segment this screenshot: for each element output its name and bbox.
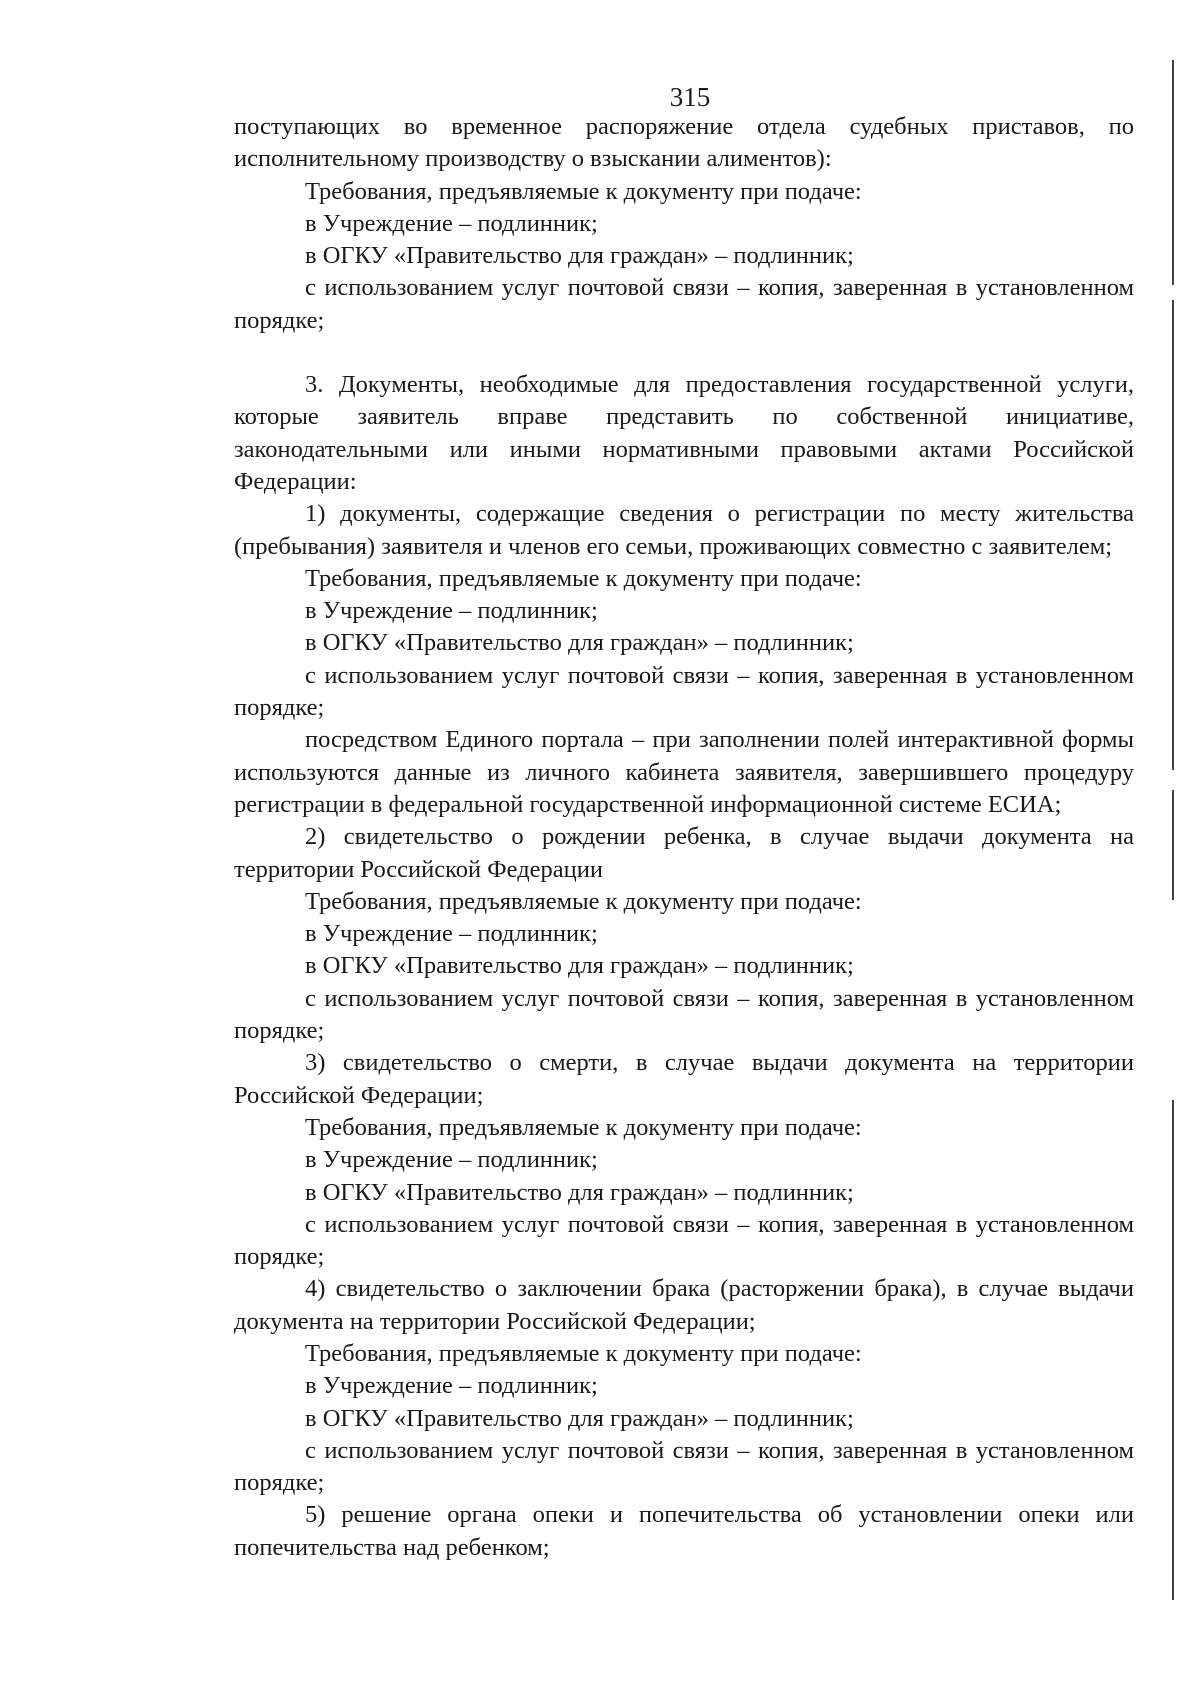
scan-edge-line <box>1172 300 1174 770</box>
paragraph: в Учреждение – подлинник; <box>305 920 598 948</box>
paragraph: поступающих во временное распоряжение отдела судебных приставов, по исполнительному производству о взыскании алиментов): <box>234 113 1134 173</box>
paragraph: в ОГКУ «Правительство для граждан» – подлинник; <box>305 242 854 270</box>
paragraph: 1) документы, содержащие сведения о регистрации по месту жительства (пребывания) заявителя и членов его семьи, проживающих совместно с заявителем; <box>234 500 1134 560</box>
paragraph: в ОГКУ «Правительство для граждан» – подлинник; <box>305 952 854 980</box>
paragraph: Требования, предъявляемые к документу при подаче: <box>305 887 862 915</box>
paragraph: в Учреждение – подлинник; <box>305 597 598 625</box>
paragraph: 3) свидетельство о смерти, в случае выдачи документа на территории Российской Федерации; <box>234 1049 1134 1109</box>
paragraph: посредством Единого портала – при заполнении полей интерактивной формы используются данные из личного кабинета заявителя, завершившего процедуру регистрации в федеральной государственной информационной системе ЕСИА; <box>234 726 1134 818</box>
page-number: 315 <box>669 82 711 112</box>
paragraph: Требования, предъявляемые к документу при подаче: <box>305 564 862 592</box>
paragraph: 3. Документы, необходимые для предоставления государственной услуги, которые заявитель вправе представить по собственной инициативе, законодательными или иными нормативными правовыми актами Российской Федерации: <box>234 371 1134 495</box>
paragraph: с использованием услуг почтовой связи – копия, заверенная в установленном порядке; <box>234 661 1134 722</box>
scan-edge-line <box>1172 790 1174 900</box>
paragraph: с использованием услуг почтовой связи – копия, заверенная в установленном порядке; <box>234 274 1134 334</box>
paragraph: 4) свидетельство о заключении брака (расторжении брака), в случае выдачи документа на территории Российской Федерации; <box>234 1275 1134 1335</box>
paragraph: 5) решение органа опеки и попечительства об установлении опеки или попечительства над ребенком; <box>234 1501 1134 1561</box>
paragraph: в Учреждение – подлинник; <box>305 1146 598 1174</box>
scan-edge-line <box>1172 1100 1174 1600</box>
paragraph: с использованием услуг почтовой связи – копия, заверенная в установленном порядке; <box>234 1210 1134 1271</box>
paragraph: в ОГКУ «Правительство для граждан» – подлинник; <box>305 1178 854 1206</box>
document-body <box>234 111 1134 1564</box>
paragraph: в ОГКУ «Правительство для граждан» – подлинник; <box>305 629 854 657</box>
paragraph-gap <box>234 337 1134 369</box>
paragraph: 2) свидетельство о рождении ребенка, в случае выдачи документа на территории Российской Федерации <box>234 823 1134 883</box>
paragraph: Требования, предъявляемые к документу при подаче: <box>305 1113 862 1141</box>
paragraph: в ОГКУ «Правительство для граждан» – подлинник; <box>305 1404 854 1432</box>
paragraph: в Учреждение – подлинник; <box>305 209 598 237</box>
paragraph: Требования, предъявляемые к документу при подаче: <box>305 1339 862 1367</box>
paragraph: Требования, предъявляемые к документу при подаче: <box>305 177 862 205</box>
paragraph: с использованием услуг почтовой связи – копия, заверенная в установленном порядке; <box>234 984 1134 1045</box>
paragraph: в Учреждение – подлинник; <box>305 1372 598 1400</box>
paragraph: с использованием услуг почтовой связи – копия, заверенная в установленном порядке; <box>234 1436 1134 1497</box>
scan-edge-line <box>1172 60 1174 285</box>
